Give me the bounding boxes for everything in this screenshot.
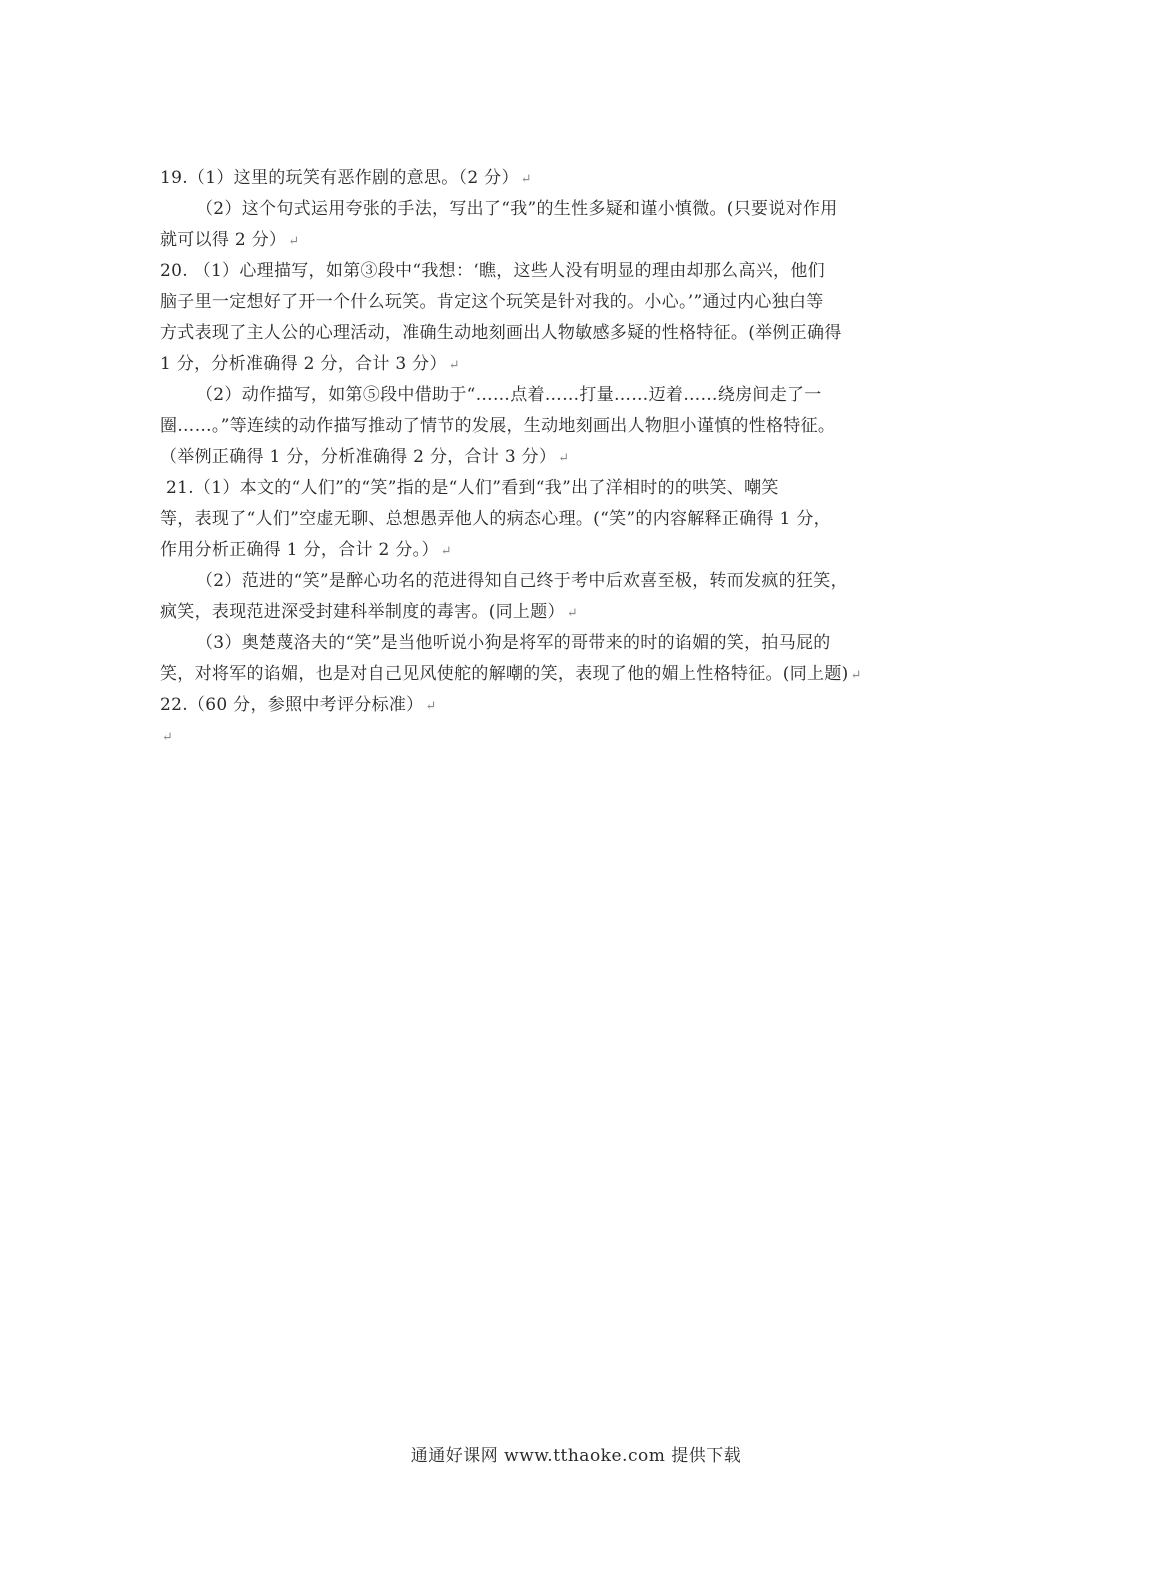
line-text: 等，表现了“人们”空虚无聊、总想愚弄他人的病态心理。(“笑”的内容解释正确得 1 分， [160, 509, 831, 529]
text-line [160, 659, 960, 690]
footer-credit: 通通好课网 www.tthaoke.com 提供下载 [410, 1446, 742, 1466]
paragraph-mark-icon: ↵ [520, 172, 532, 187]
text-line [160, 349, 960, 380]
text-line [160, 411, 960, 442]
text-line [160, 194, 960, 225]
line-text: 1 分，分析准确得 2 分，合计 3 分） [160, 354, 447, 374]
paragraph-mark-icon: ↵ [566, 606, 579, 621]
paragraph-mark-icon: ↵ [440, 544, 452, 559]
paragraph-mark-icon: ↵ [288, 234, 300, 249]
text-line [160, 690, 960, 721]
text-line [160, 287, 960, 318]
line-text: 笑，对将军的谄媚，也是对自己见风使舵的解嘲的笑，表现了他的媚上性格特征。(同上题) [160, 664, 849, 684]
paragraph-mark-icon: ↵ [425, 699, 437, 714]
paragraph-mark-icon: ↵ [558, 451, 570, 466]
text-line [160, 566, 960, 597]
line-text: （2）范进的“笑”是醉心功名的范进得知自己终于考中后欢喜至极，转而发疯的狂笑， [196, 571, 848, 591]
line-text: （2）这个句式运用夸张的手法，写出了“我”的生性多疑和谨小慎微。(只要说对作用 [196, 199, 838, 219]
line-text: 19.（1）这里的玩笑有恶作剧的意思。（2 分） [160, 168, 519, 188]
line-text: （3）奥楚蔑洛夫的“笑”是当他听说小狗是将军的哥带来的时的谄媚的笑，拍马屁的 [196, 633, 831, 653]
line-text: （2）动作描写，如第⑤段中借助于“……点着……打量……迈着……绕房间走了一 [196, 385, 822, 405]
text-line [160, 163, 960, 194]
line-text: 圈……。”等连续的动作描写推动了情节的发展，生动地刻画出人物胆小谨慎的性格特征。 [160, 416, 836, 436]
paragraph-mark-icon: ↵ [162, 730, 174, 745]
text-line [160, 628, 960, 659]
text-line [160, 318, 960, 349]
text-line [160, 504, 960, 535]
text-line [160, 442, 960, 473]
line-text: 22.（60 分，参照中考评分标准） [160, 695, 424, 715]
paragraph-mark-icon: ↵ [850, 668, 862, 683]
line-text: （举例正确得 1 分，分析准确得 2 分，合计 3 分） [160, 447, 557, 467]
text-line [160, 473, 960, 504]
text-line [160, 535, 960, 566]
line-text: 作用分析正确得 1 分，合计 2 分。） [160, 540, 439, 560]
line-text: 方式表现了主人公的心理活动，准确生动地刻画出人物敏感多疑的性格特征。(举例正确得 [160, 323, 842, 343]
line-text: 疯笑，表现范进深受封建科举制度的毒害。(同上题） [160, 602, 565, 622]
text-line [160, 721, 960, 752]
line-text: 脑子里一定想好了开一个什么玩笑。肯定这个玩笑是针对我的。小心。’”通过内心独白等 [160, 292, 824, 312]
answer-document [160, 163, 960, 752]
line-text: 20. （1）心理描写，如第③段中“我想：‘瞧，这些人没有明显的理由却那么高兴，他们 [160, 261, 825, 281]
text-line [160, 597, 960, 628]
text-line [160, 225, 960, 256]
text-line [160, 256, 960, 287]
text-line [160, 380, 960, 411]
paragraph-mark-icon: ↵ [448, 358, 460, 373]
line-text: 就可以得 2 分） [160, 230, 287, 250]
line-text: 21.（1）本文的“人们”的“笑”指的是“人们”看到“我”出了洋相时的的哄笑、嘲笑 [166, 478, 779, 498]
